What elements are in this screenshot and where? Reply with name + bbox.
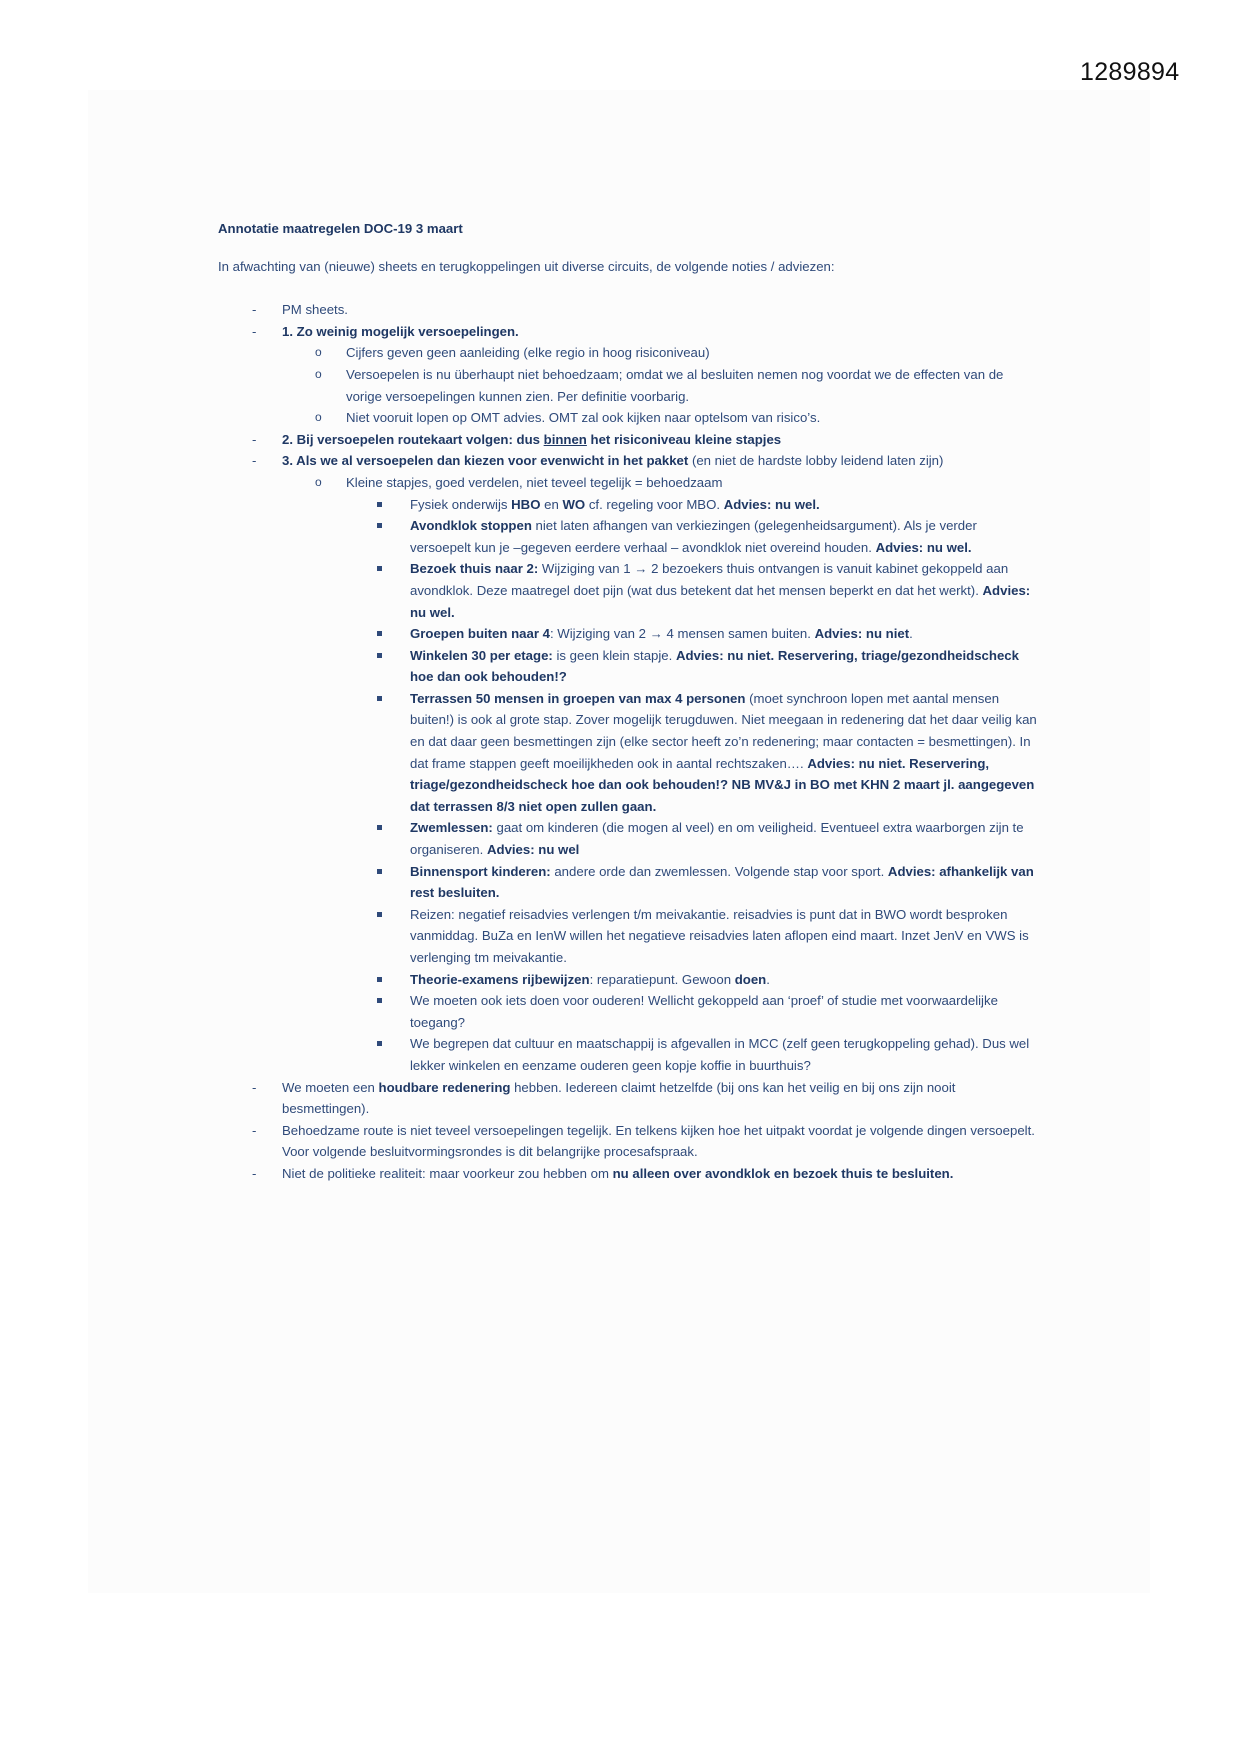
item-emphasis: nu alleen over avondklok en bezoek thuis te besluiten. [612, 1165, 954, 1181]
document-body [218, 218, 1038, 1185]
measure-text: en [540, 496, 563, 512]
advice-text: Advies: nu wel. [410, 582, 1031, 620]
underlined-emphasis: binnen [543, 431, 587, 447]
dash-bullet-icon: - [252, 1122, 257, 1138]
item-text: PM sheets. [282, 302, 348, 318]
measure-emphasis: Avondklok stoppen [410, 518, 532, 534]
square-bullet-icon [377, 566, 382, 571]
measure-item [346, 515, 1038, 558]
measure-item [346, 645, 1038, 688]
circle-bullet-icon: o [315, 474, 322, 489]
measure-text: We moeten ook iets doen voor ouderen! Wellicht gekoppeld aan ‘proef’ of studie met voorwaardelijke toegang? [410, 993, 998, 1030]
measure-emphasis: HBO [511, 496, 541, 512]
item-heading: 1. Zo weinig mogelijk versoepelingen. [282, 323, 519, 339]
list-item [218, 450, 1038, 1076]
item-text: Kleine stapjes, goed verdelen, niet teveel tegelijk = behoedzaam [346, 474, 723, 490]
main-list [218, 299, 1038, 1184]
square-bullet-icon [377, 1041, 382, 1046]
document-title: Annotatie maatregelen DOC-19 3 maart [218, 221, 463, 236]
list-item [218, 299, 1038, 321]
dash-bullet-icon: - [252, 1079, 257, 1095]
circle-bullet-icon: o [315, 345, 322, 360]
square-bullet-icon [377, 998, 382, 1003]
measure-text: niet laten afhangen van verkiezingen (gelegenheidsargument). Als je verder versoepelt kun je –gegeven eerdere verhaal – avondklok niet overeind houden. [410, 518, 977, 555]
item-text: Niet de politieke realiteit: maar voorkeur zou hebben om [282, 1165, 613, 1181]
list-item [218, 1163, 1038, 1185]
document-number: 1289894 [1080, 58, 1180, 86]
measure-emphasis: Bezoek thuis naar 2: [410, 561, 539, 577]
item-text: Cijfers geven geen aanleiding (elke regio in hoog risiconiveau) [346, 345, 710, 361]
sub-list-item [282, 407, 1038, 429]
measure-text: Reizen: negatief reisadvies verlengen t/m meivakantie. reisadvies is punt dat in BWO wordt besproken vanmiddag. BuZa en IenW willen het negatieve reisadvies laten aflopen eind maart. Inzet JenV en VWS is verlenging tm meivakantie. [410, 906, 1029, 965]
list-item [218, 429, 1038, 451]
dash-bullet-icon: - [252, 302, 257, 318]
square-bullet-icon [377, 825, 382, 830]
advice-text: Advies: nu wel. [723, 496, 820, 512]
measure-text: . [766, 971, 770, 987]
measure-text: Wijziging van 1 → 2 bezoekers thuis ontvangen is vanuit kabinet gekoppeld aan avondklok. Deze maatregel doet pijn (wat dus betekent dat het mensen beperkt en dat het werkt). [410, 561, 1009, 598]
item-emphasis: houdbare redenering [378, 1079, 511, 1095]
dash-bullet-icon: - [252, 453, 257, 469]
measure-text: . [909, 626, 913, 642]
measure-item [346, 990, 1038, 1033]
item-heading: 2. Bij versoepelen routekaart volgen: dus [282, 431, 544, 447]
measure-item [346, 817, 1038, 860]
measure-text: : Wijziging van 2 → 4 mensen samen buiten. [549, 626, 815, 642]
measure-emphasis: Terrassen 50 mensen in groepen van max 4 personen [410, 690, 746, 706]
sub-list-item [282, 342, 1038, 364]
measure-emphasis: Zwemlessen: [410, 820, 493, 836]
measure-emphasis: Winkelen 30 per etage: [410, 647, 553, 663]
square-bullet-icon [377, 653, 382, 658]
measure-item [346, 904, 1038, 969]
measure-text: : reparatiepunt. Gewoon [589, 971, 735, 987]
intro-paragraph: In afwachting van (nieuwe) sheets en terugkoppelingen uit diverse circuits, de volgende noties / adviezen: [218, 258, 835, 274]
measure-text: (moet synchroon lopen met aantal mensen buiten!) is ook al grote stap. Zover mogelijk terugduwen. Niet meegaan in redenering dat het daar veilig kan en dat daar geen besmettingen zijn (elke sector heeft zo’n redenering; maar contacten = besmettingen). In dat frame stappen geeft moeilijkheden ook in aantal rechtszaken…. [410, 690, 1037, 771]
measures-list [346, 494, 1038, 1077]
measure-emphasis: Binnensport kinderen: [410, 863, 551, 879]
square-bullet-icon [377, 631, 382, 636]
sub-list [282, 342, 1038, 428]
measure-text: cf. regeling voor MBO. [585, 496, 724, 512]
list-item [218, 1077, 1038, 1120]
square-bullet-icon [377, 977, 382, 982]
advice-text: Advies: nu wel. [875, 539, 972, 555]
item-text: (en niet de hardste lobby leidend laten zijn) [688, 453, 944, 469]
circle-bullet-icon: o [315, 410, 322, 425]
measure-emphasis: Groepen buiten naar 4 [410, 626, 550, 642]
measure-text: We begrepen dat cultuur en maatschappij is afgevallen in MCC (zelf geen terugkoppeling gehad). Dus wel lekker winkelen en eenzame ouderen geen kopje koffie in buurthuis? [410, 1036, 1030, 1073]
measure-item [346, 688, 1038, 818]
measure-item [346, 969, 1038, 991]
list-item [218, 321, 1038, 429]
measure-text: gaat om kinderen (die mogen al veel) en om veiligheid. Eventueel extra waarborgen zijn te organiseren. [410, 820, 1024, 858]
square-bullet-icon [377, 869, 382, 874]
sub-list [282, 472, 1038, 1077]
square-bullet-icon [377, 696, 382, 701]
item-heading-tail: het risiconiveau kleine stapjes [586, 431, 782, 447]
measure-text: Fysiek onderwijs [410, 496, 512, 512]
item-text: hebben. Iedereen claimt hetzelfde (bij ons kan het veilig en bij ons zijn nooit besmettingen). [282, 1079, 956, 1117]
measure-item [346, 623, 1038, 645]
item-text: Versoepelen is nu überhaupt niet behoedzaam; omdat we al besluiten nemen nog voordat we de effecten van de vorige versoepelingen kunnen zien. Per definitie voorbarig. [346, 366, 1004, 404]
advice-text: Advies: nu niet. Reservering, triage/gezondheidscheck hoe dan ook behouden!? NB MV&J in BO met KHN 2 maart jl. aangegeven dat terrassen 8/3 niet open zullen gaan. [410, 755, 1035, 814]
measure-item [346, 1033, 1038, 1076]
dash-bullet-icon: - [252, 1165, 257, 1181]
item-text: We moeten een [282, 1079, 379, 1095]
item-text: Behoedzame route is niet teveel versoepelingen tegelijk. En telkens kijken hoe het uitpakt voordat je volgende dingen versoepelt. Voor volgende besluitvormingsrondes is dit belangrijke procesafspraak. [282, 1122, 1035, 1160]
circle-bullet-icon: o [315, 366, 322, 381]
advice-text: Advies: afhankelijk van rest besluiten. [410, 863, 1034, 901]
advice-text: doen [734, 971, 767, 987]
dash-bullet-icon: - [252, 431, 257, 447]
square-bullet-icon [377, 523, 382, 528]
measure-item [346, 861, 1038, 904]
square-bullet-icon [377, 912, 382, 917]
measure-item [346, 558, 1038, 623]
measure-item [346, 494, 1038, 516]
advice-text: Advies: nu niet [814, 626, 910, 642]
advice-text: Advies: nu niet. Reservering, triage/gezondheidscheck hoe dan ook behouden!? [410, 647, 1019, 685]
measure-text: is geen klein stapje. [552, 647, 676, 663]
sub-list-item [282, 364, 1038, 407]
measure-emphasis: WO [562, 496, 586, 512]
measure-emphasis: Theorie-examens rijbewijzen [410, 971, 590, 987]
item-text: Niet vooruit lopen op OMT advies. OMT zal ook kijken naar optelsom van risico’s. [346, 410, 821, 426]
sub-list-item [282, 472, 1038, 1077]
square-bullet-icon [377, 502, 382, 507]
list-item [218, 1120, 1038, 1163]
dash-bullet-icon: - [252, 323, 257, 339]
item-heading: 3. Als we al versoepelen dan kiezen voor evenwicht in het pakket [282, 453, 689, 469]
measure-text: andere orde dan zwemlessen. Volgende stap voor sport. [550, 863, 888, 879]
advice-text: Advies: nu wel [486, 842, 580, 858]
